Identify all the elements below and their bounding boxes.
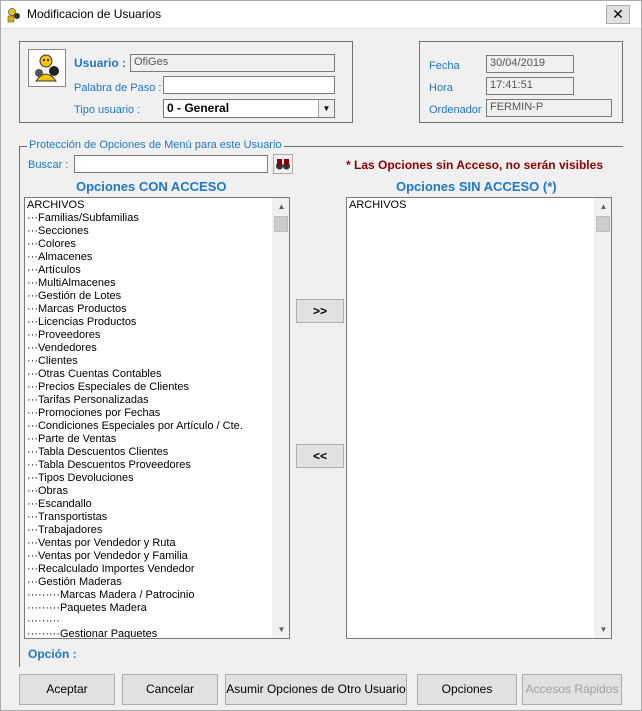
list-item[interactable]: ···Promociones por Fechas (27, 407, 161, 419)
list-item[interactable]: ···MultiAlmacenes (27, 277, 116, 289)
sin-acceso-items (349, 199, 593, 638)
list-item[interactable]: ···Colores (27, 238, 76, 250)
list-item[interactable]: ···Tabla Descuentos Clientes (27, 446, 169, 458)
list-item[interactable]: ···Artículos (27, 264, 81, 276)
list-item[interactable]: ···Secciones (27, 225, 89, 237)
move-left-button[interactable]: << (296, 444, 344, 468)
scroll-down-icon[interactable]: ▼ (599, 625, 608, 634)
buscar-input[interactable] (74, 155, 268, 173)
list-item[interactable]: ···Obras (27, 485, 68, 497)
con-acceso-list[interactable] (24, 197, 290, 639)
list-item[interactable]: ···Clientes (27, 355, 78, 367)
window-title: Modificacion de Usuarios (27, 7, 162, 21)
warning-text: * Las Opciones sin Acceso, no serán visibles (346, 158, 603, 172)
user-avatar-icon (28, 49, 66, 87)
list-item[interactable]: ···Vendedores (27, 342, 97, 354)
binoculars-icon[interactable] (273, 154, 293, 174)
con-acceso-items (27, 199, 271, 638)
hora-label: Hora (429, 82, 453, 94)
list-item[interactable]: ···Trabajadores (27, 524, 103, 536)
con-acceso-header: Opciones CON ACCESO (76, 179, 227, 194)
list-item[interactable]: ···Ventas por Vendedor y Ruta (27, 537, 176, 549)
group-title: Protección de Opciones de Menú para este Usuario (29, 139, 282, 151)
move-right-button[interactable]: >> (296, 299, 344, 323)
list-item[interactable]: ···Precios Especiales de Clientes (27, 381, 190, 393)
con-acceso-scrollbar[interactable] (272, 198, 289, 638)
info-panel (419, 41, 623, 123)
ordenador-field: FERMIN-P (486, 99, 612, 117)
password-input[interactable] (163, 76, 335, 94)
app-icon (6, 7, 22, 23)
list-item[interactable]: ···Almacenes (27, 251, 93, 263)
fecha-field: 30/04/2019 (486, 55, 574, 73)
list-item[interactable]: ···Condiciones Especiales por Artículo / Cte. (27, 420, 243, 432)
list-item[interactable]: ···Otras Cuentas Contables (27, 368, 162, 380)
user-panel (19, 41, 353, 123)
list-item[interactable]: ···Marcas Productos (27, 303, 127, 315)
tipo-usuario-label: Tipo usuario : (74, 104, 141, 116)
usuario-input[interactable]: OfiGes (130, 54, 335, 72)
list-item[interactable]: ········· (27, 615, 60, 627)
scroll-up-icon[interactable]: ▲ (277, 202, 286, 211)
list-item[interactable]: ···Tarifas Personalizadas (27, 394, 149, 406)
list-item[interactable]: ·········Paquetes Madera (27, 602, 147, 614)
tipo-usuario-select[interactable] (163, 99, 335, 118)
list-item[interactable]: ARCHIVOS (27, 199, 85, 211)
list-item[interactable]: ···Transportistas (27, 511, 108, 523)
asumir-opciones-button[interactable]: Asumir Opciones de Otro Usuario (225, 674, 407, 705)
sin-acceso-header: Opciones SIN ACCESO (*) (396, 179, 557, 194)
title-bar (1, 1, 641, 29)
ordenador-label: Ordenador (429, 104, 482, 116)
hora-field: 17:41:51 (486, 77, 574, 95)
usuario-label: Usuario : (74, 56, 127, 70)
tipo-usuario-value: 0 - General (167, 101, 230, 115)
fecha-label: Fecha (429, 60, 460, 72)
list-item[interactable]: ···Licencias Productos (27, 316, 137, 328)
list-item[interactable]: ···Parte de Ventas (27, 433, 117, 445)
opcion-label: Opción : (28, 647, 77, 661)
list-item[interactable]: ·········Gestionar Paquetes (27, 628, 158, 638)
list-item[interactable]: ···Tabla Descuentos Proveedores (27, 459, 191, 471)
accesos-rapidos-button: Accesos Rápidos (522, 674, 622, 705)
list-item[interactable]: ···Escandallo (27, 498, 92, 510)
sin-acceso-list[interactable] (346, 197, 612, 639)
list-item[interactable]: ARCHIVOS (349, 199, 407, 211)
close-button[interactable] (606, 5, 630, 24)
cancelar-button[interactable]: Cancelar (122, 674, 218, 705)
opciones-button[interactable]: Opciones (417, 674, 517, 705)
list-item[interactable]: ···Recalculado Importes Vendedor (27, 563, 195, 575)
scroll-thumb[interactable] (596, 216, 610, 232)
list-item[interactable]: ···Familias/Subfamilias (27, 212, 139, 224)
chevron-down-icon[interactable]: ▼ (318, 100, 334, 117)
buscar-label: Buscar : (28, 159, 69, 171)
aceptar-button[interactable]: Aceptar (19, 674, 115, 705)
list-item[interactable]: ···Gestión Maderas (27, 576, 122, 588)
list-item[interactable]: ···Gestión de Lotes (27, 290, 122, 302)
list-item[interactable]: ···Ventas por Vendedor y Familia (27, 550, 188, 562)
close-icon: ✕ (612, 6, 624, 22)
scroll-up-icon[interactable]: ▲ (599, 202, 608, 211)
sin-acceso-scrollbar[interactable] (594, 198, 611, 638)
list-item[interactable]: ···Proveedores (27, 329, 101, 341)
list-item[interactable]: ·········Marcas Madera / Patrocinio (27, 589, 195, 601)
scroll-down-icon[interactable]: ▼ (277, 625, 286, 634)
password-label: Palabra de Paso : (74, 82, 162, 94)
list-item[interactable]: ···Tipos Devoluciones (27, 472, 134, 484)
scroll-thumb[interactable] (274, 216, 288, 232)
